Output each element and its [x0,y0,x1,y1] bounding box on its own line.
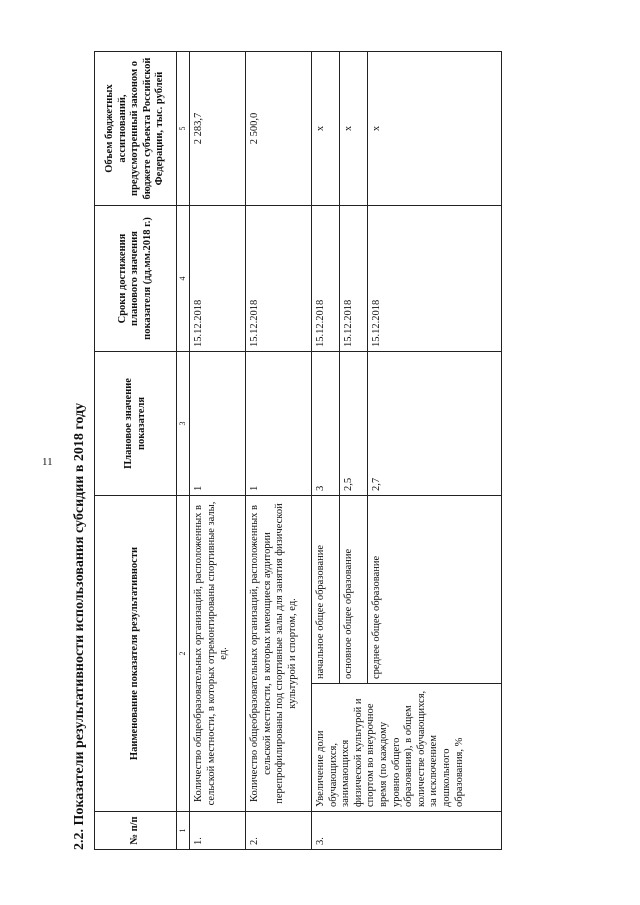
column-number: 1 [177,812,190,850]
header-num: № п/п [95,812,177,850]
planned-value: 1 [246,352,312,496]
deadline-value: 15.12.2018 [368,206,502,352]
indicator-name: Количество общеобразовательных организаций, расположенных в сельской местности, в которых имеющиеся аудитории перепрофилированы под спортивные залы для занятия физической культурой и спортом, ед. [246,496,312,812]
page-number: 11 [42,456,53,468]
rotated-page [72,50,632,850]
planned-value: 2,5 [340,352,368,496]
budget-value: x [368,52,502,206]
column-number-row [177,52,190,850]
budget-value: x [340,52,368,206]
header-name: Наименование показателя результативности [95,496,177,812]
row-number: 2. [246,812,312,850]
indicator-name: Увеличение доли обучающихся, занимающихся физической культурой и спортом во внеурочное время (по каждому уровню общего образования), в общем количестве обучающихся, за исключением дошкольного образования, % [312,684,502,812]
table-row [312,52,340,850]
header-planned: Плановое значение показателя [95,352,177,496]
education-level: среднее общее образование [368,496,502,684]
deadline-value: 15.12.2018 [312,206,340,352]
row-number: 3. [312,812,502,850]
header-row [95,52,177,850]
education-level: основное общее образование [340,496,368,684]
column-number: 2 [177,496,190,812]
header-budget: Объем бюджетных ассигнований, предусмотренный законом о бюджете субъекта Российской Федерации, тыс. рублей [95,52,177,206]
header-deadline: Сроки достижения планового значения показателя (дд.мм.2018 г.) [95,206,177,352]
deadline-value: 15.12.2018 [246,206,312,352]
row-number: 1. [190,812,246,850]
deadline-value: 15.12.2018 [340,206,368,352]
planned-value: 1 [190,352,246,496]
indicator-name: Количество общеобразовательных организаций, расположенных в сельской местности, в которых отремонтированы спортивные залы, ед. [190,496,246,812]
education-level: начальное общее образование [312,496,340,684]
column-number: 4 [177,206,190,352]
table-row [246,52,312,850]
section-title: 2.2. Показатели результативности использования субсидии в 2018 году [72,402,87,850]
table-row [190,52,246,850]
planned-value: 2,7 [368,352,502,496]
budget-value: 2 500,0 [246,52,312,206]
budget-value: 2 283,7 [190,52,246,206]
indicators-table [94,51,502,850]
column-number: 5 [177,52,190,206]
deadline-value: 15.12.2018 [190,206,246,352]
planned-value: 3 [312,352,340,496]
column-number: 3 [177,352,190,496]
budget-value: x [312,52,340,206]
